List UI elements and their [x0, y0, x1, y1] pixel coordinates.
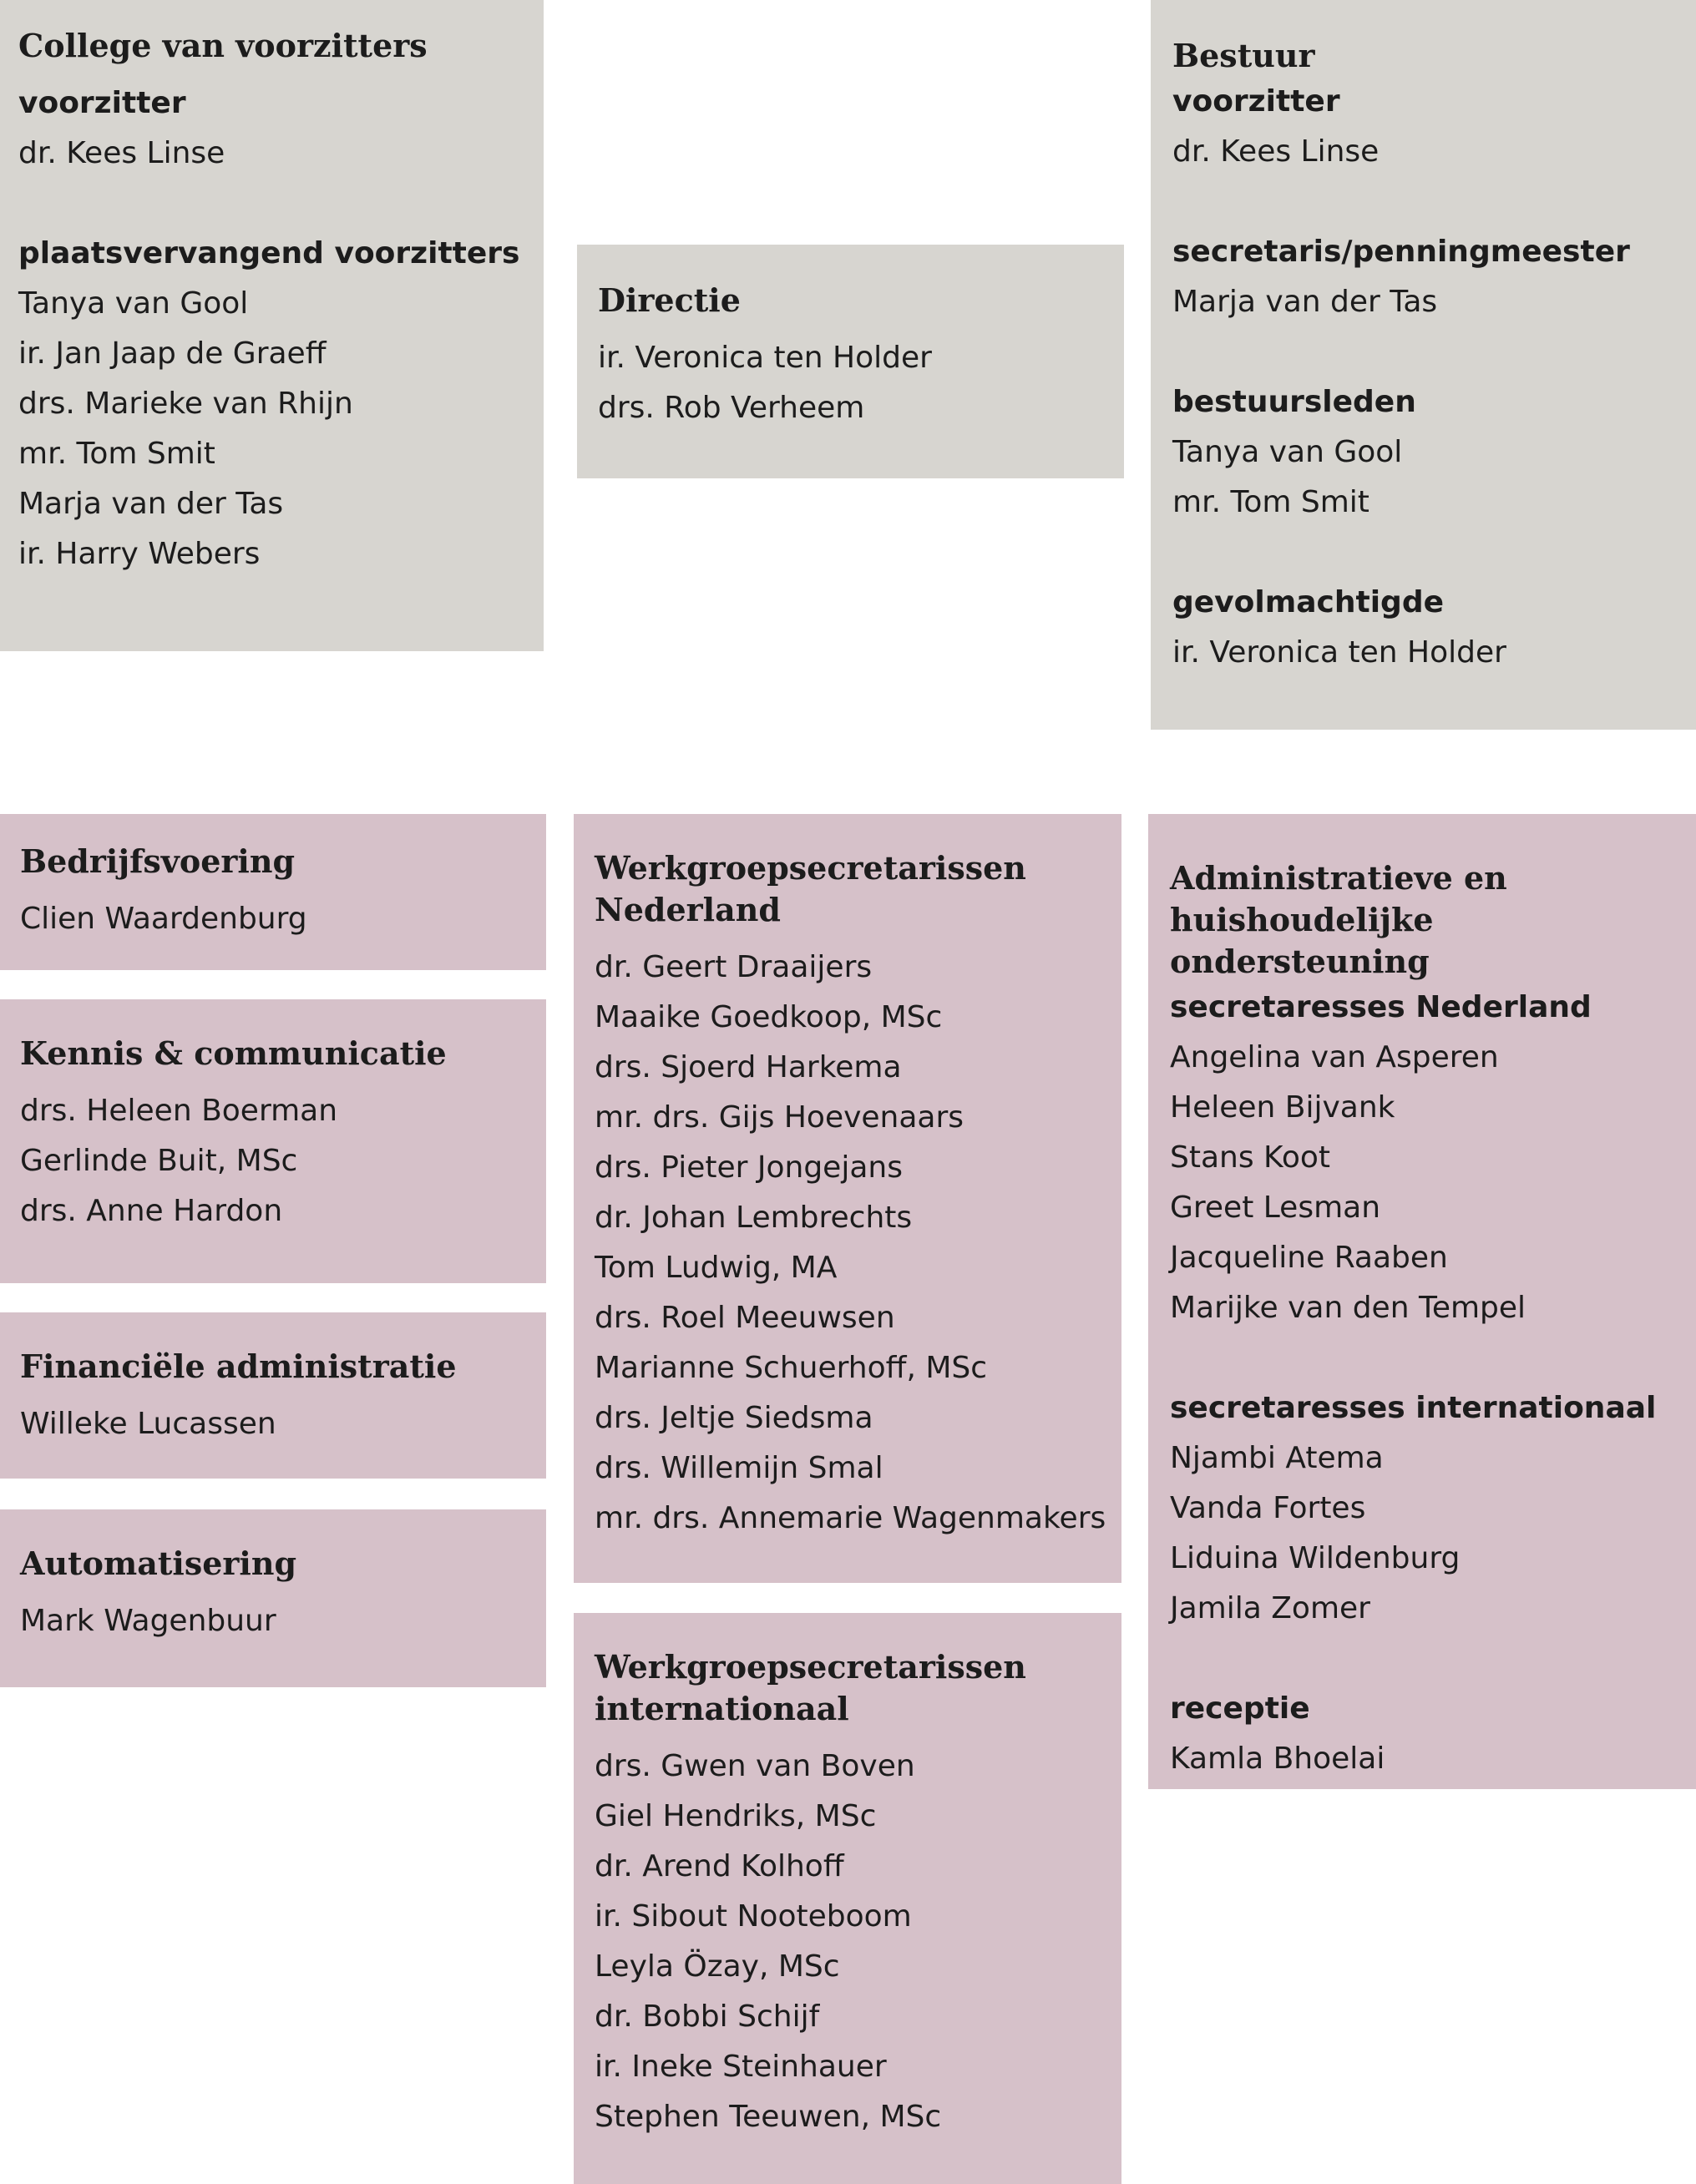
admin-reception-member: Kamla Bhoelai	[1170, 1742, 1385, 1776]
wg-nl-member: drs. Sjoerd Harkema	[595, 1050, 902, 1084]
wg-int-member: ir. Sibout Nooteboom	[595, 1899, 912, 1934]
wg-nl-title-line2: Nederland	[595, 891, 781, 928]
college-deputy: mr. Tom Smit	[18, 437, 215, 471]
college-chair-label: voorzitter	[18, 86, 186, 120]
college-deputy: Tanya van Gool	[18, 286, 249, 321]
admin-sec-nl-member: Angelina van Asperen	[1170, 1040, 1499, 1074]
financieel-member: Willeke Lucassen	[20, 1407, 276, 1441]
wg-int-member: Stephen Teeuwen, MSc	[595, 2100, 942, 2134]
wg-nl-member: Marianne Schuerhoff, MSc	[595, 1351, 988, 1385]
bestuur-chair-label: voorzitter	[1172, 84, 1340, 119]
bestuur-member: Tanya van Gool	[1172, 435, 1403, 469]
admin-sec-nl-label: secretaresses Nederland	[1170, 990, 1592, 1024]
directie-title: Directie	[598, 281, 741, 319]
college-deputies-label: plaatsvervangend voorzitters	[18, 236, 520, 270]
wg-int-member: dr. Arend Kolhoff	[595, 1849, 844, 1883]
directie-box	[577, 245, 1124, 478]
admin-sec-nl-member: Jacqueline Raaben	[1170, 1241, 1448, 1275]
bestuur-title: Bestuur	[1172, 37, 1315, 74]
bestuur-secretary-label: secretaris/penningmeester	[1172, 235, 1630, 269]
admin-sec-int-member: Liduina Wildenburg	[1170, 1541, 1461, 1575]
bestuur-proxy: ir. Veronica ten Holder	[1172, 635, 1506, 670]
wg-nl-member: mr. drs. Annemarie Wagenmakers	[595, 1501, 1106, 1535]
college-deputy: ir. Jan Jaap de Graeff	[18, 336, 327, 371]
admin-sec-int-member: Vanda Fortes	[1170, 1491, 1366, 1525]
admin-sec-int-label: secretaresses internationaal	[1170, 1391, 1657, 1425]
admin-title-line2: huishoudelijke ondersteuning	[1170, 901, 1434, 980]
bestuur-secretary: Marja van der Tas	[1172, 285, 1438, 319]
automatisering-title: Automatisering	[20, 1544, 297, 1582]
wg-int-member: Leyla Özay, MSc	[595, 1949, 840, 1984]
college-title: College van voorzitters	[18, 27, 428, 64]
wg-int-member: dr. Bobbi Schijf	[595, 1999, 820, 2034]
directie-member: drs. Rob Verheem	[598, 391, 865, 425]
wg-int-title-line2: internationaal	[595, 1690, 849, 1727]
wg-int-member: Giel Hendriks, MSc	[595, 1799, 877, 1833]
kennis-member: drs. Heleen Boerman	[20, 1094, 338, 1128]
wg-nl-member: dr. Geert Draaijers	[595, 950, 873, 984]
admin-sec-int-member: Jamila Zomer	[1170, 1591, 1370, 1625]
administratieve-ondersteuning-box	[1148, 814, 1696, 1789]
college-deputy: drs. Marieke van Rhijn	[18, 387, 353, 421]
wg-nl-member: dr. Johan Lembrechts	[595, 1201, 913, 1235]
werkgroepsecretarissen-nederland-box	[574, 814, 1121, 1583]
bestuur-proxy-label: gevolmachtigde	[1172, 585, 1445, 619]
wg-nl-member: drs. Jeltje Siedsma	[595, 1401, 873, 1435]
wg-nl-member: drs. Willemijn Smal	[595, 1451, 883, 1485]
admin-sec-nl-member: Heleen Bijvank	[1170, 1090, 1395, 1125]
wg-nl-member: drs. Pieter Jongejans	[595, 1150, 903, 1185]
wg-nl-member: Maaike Goedkoop, MSc	[595, 1000, 943, 1034]
wg-nl-member: mr. drs. Gijs Hoevenaars	[595, 1100, 964, 1135]
automatisering-box	[0, 1509, 546, 1687]
kennis-member: Gerlinde Buit, MSc	[20, 1144, 298, 1178]
college-deputy: Marja van der Tas	[18, 487, 284, 521]
bestuur-chair: dr. Kees Linse	[1172, 134, 1380, 169]
wg-nl-member: drs. Roel Meeuwsen	[595, 1301, 895, 1335]
automatisering-member: Mark Wagenbuur	[20, 1604, 276, 1638]
college-van-voorzitters-box	[0, 0, 544, 651]
admin-sec-nl-member: Greet Lesman	[1170, 1191, 1381, 1225]
bestuur-members-label: bestuursleden	[1172, 385, 1416, 419]
admin-title-line1: Administratieve en	[1170, 859, 1507, 897]
wg-nl-member: Tom Ludwig, MA	[595, 1251, 838, 1285]
bestuur-box	[1151, 0, 1696, 730]
kennis-communicatie-box	[0, 999, 546, 1283]
kennis-title: Kennis & communicatie	[20, 1034, 447, 1072]
kennis-member: drs. Anne Hardon	[20, 1194, 283, 1228]
bedrijfsvoering-member: Clien Waardenburg	[20, 902, 307, 936]
college-chair: dr. Kees Linse	[18, 136, 225, 170]
admin-sec-nl-member: Marijke van den Tempel	[1170, 1291, 1526, 1325]
wg-nl-title-line1: Werkgroepsecretarissen	[595, 849, 1026, 887]
bedrijfsvoering-box	[0, 814, 546, 970]
bestuur-member: mr. Tom Smit	[1172, 485, 1369, 519]
wg-int-title-line1: Werkgroepsecretarissen	[595, 1648, 1026, 1686]
admin-sec-int-member: Njambi Atema	[1170, 1441, 1384, 1475]
admin-sec-nl-member: Stans Koot	[1170, 1140, 1331, 1175]
college-deputy: ir. Harry Webers	[18, 537, 261, 571]
financieel-title: Financiële administratie	[20, 1347, 457, 1385]
bedrijfsvoering-title: Bedrijfsvoering	[20, 842, 296, 880]
directie-member: ir. Veronica ten Holder	[598, 341, 932, 375]
werkgroepsecretarissen-internationaal-box	[574, 1613, 1121, 2184]
wg-int-member: drs. Gwen van Boven	[595, 1749, 915, 1783]
financiele-administratie-box	[0, 1312, 546, 1479]
admin-reception-label: receptie	[1170, 1691, 1310, 1726]
wg-int-member: ir. Ineke Steinhauer	[595, 2050, 887, 2084]
